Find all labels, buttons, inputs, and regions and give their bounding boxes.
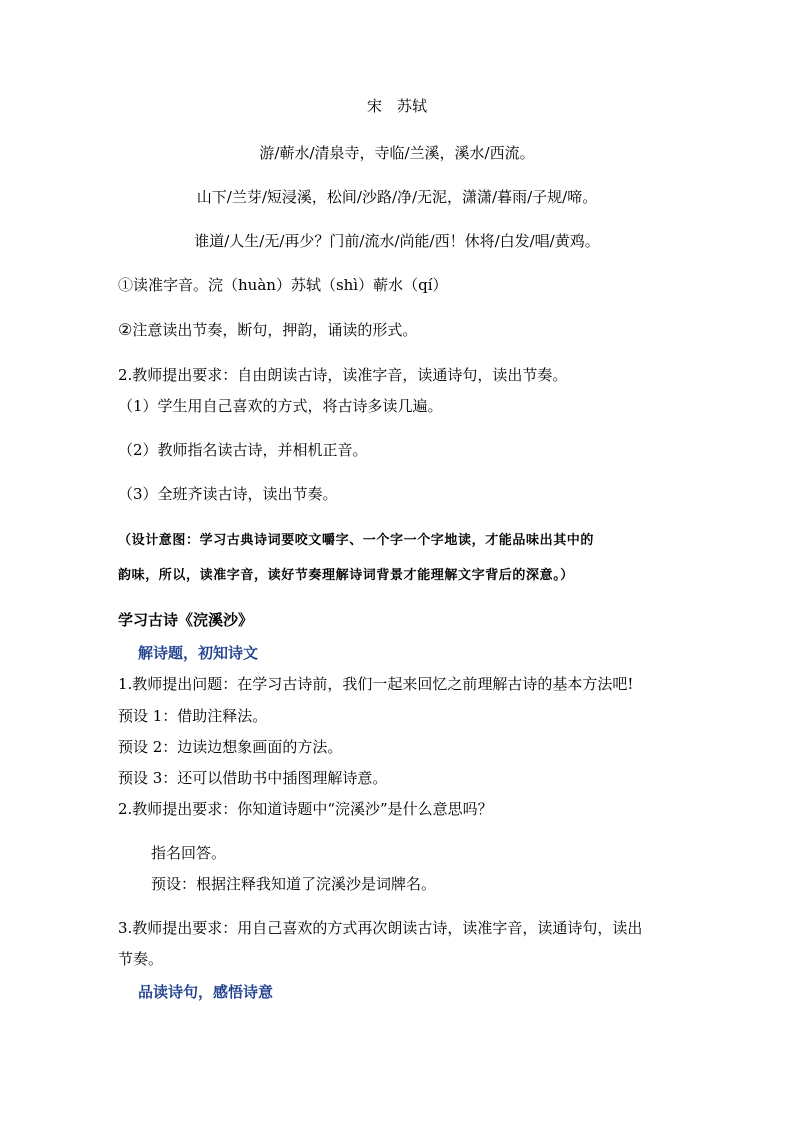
section-title: 学习古诗《浣溪沙》: [118, 611, 254, 629]
question-3-line-2: 节奏。: [118, 950, 164, 968]
design-intent-line-1: （设计意图：学习古典诗词要咬文嚼字、一个字一个字地读，才能品味出其中的: [118, 533, 595, 548]
subsection-2-heading: 品读诗句，感悟诗意: [138, 983, 274, 1001]
poem-author: 宋 苏轼: [366, 97, 427, 115]
answer-preset: 预设：根据注释我知道了浣溪沙是词牌名。: [151, 875, 437, 893]
note-2-marker: ②: [118, 320, 133, 339]
note-1-text: 读准字音。浣（huàn）苏轼（shì）蕲水（qí）: [133, 276, 448, 294]
step-2-item-1: （1）学生用自己喜欢的方式，将古诗多读几遍。: [118, 397, 443, 415]
preset-3: 预设 3：还可以借助书中插图理解诗意。: [118, 769, 388, 787]
poem-line-1: 游/蕲水/清泉寺，寺临/兰溪，溪水/西流。: [259, 144, 535, 162]
poem-line-3: 谁道/人生/无/再少？门前/流水/尚能/西！休将/白发/唱/黄鸡。: [194, 232, 600, 250]
note-2-text: 注意读出节奏，断句，押韵，诵读的形式。: [132, 321, 418, 339]
design-intent-line-2: 韵味，所以，读准字音，读好节奏理解诗词背景才能理解文字背后的深意。）: [118, 568, 574, 583]
note-2: [118, 320, 417, 340]
step-2-heading: 2.教师提出要求：自由朗读古诗，读准字音，读通诗句，读出节奏。: [118, 366, 568, 384]
question-3-line-1: 3.教师提出要求：用自己喜欢的方式再次朗读古诗，读准字音，读通诗句，读出: [118, 919, 643, 937]
question-1: 1.教师提出问题：在学习古诗前，我们一起来回忆之前理解古诗的基本方法吧!: [118, 675, 634, 693]
poem-line-2: 山下/兰芽/短浸溪，松间/沙路/净/无泥，潇潇/暮雨/子规/啼。: [196, 188, 598, 206]
subsection-1-heading: 解诗题，初知诗文: [138, 644, 259, 662]
note-1-marker: ①: [118, 276, 134, 294]
question-2: 2.教师提出要求：你知道诗题中“浣溪沙”是什么意思吗？: [118, 800, 493, 818]
answer-instruction: 指名回答。: [151, 844, 227, 862]
step-2-item-2: （2）教师指名读古诗，并相机正音。: [118, 441, 368, 459]
step-2-item-3: （3）全班齐读古诗，读出节奏。: [118, 485, 338, 503]
preset-2: 预设 2：边读边想象画面的方法。: [118, 738, 343, 756]
preset-1: 预设 1：借助注释法。: [118, 707, 268, 725]
note-1: [118, 275, 448, 295]
